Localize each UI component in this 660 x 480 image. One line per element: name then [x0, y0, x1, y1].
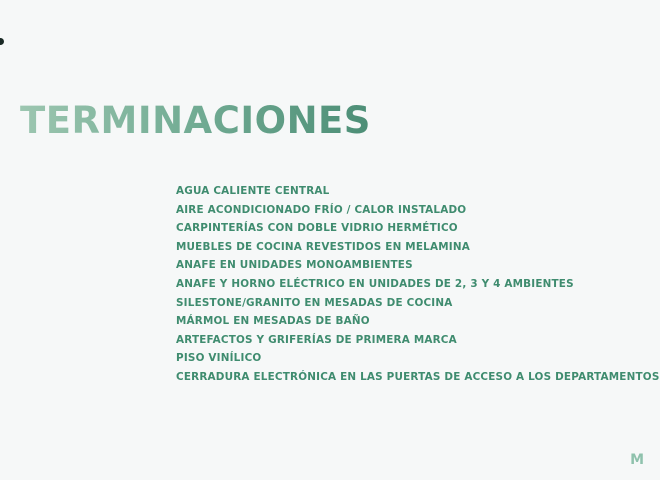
list-item: MÁRMOL EN MESADAS DE BAÑO [176, 315, 370, 328]
list-item: ANAFE Y HORNO ELÉCTRICO EN UNIDADES DE 2, 3 Y 4 AMBIENTES [176, 277, 574, 290]
list-item: PISO VINÍLICO [176, 352, 262, 365]
brand-logo: M [630, 452, 644, 468]
list-item: MUEBLES DE COCINA REVESTIDOS EN MELAMINA [176, 240, 470, 253]
list-item: AIRE ACONDICIONADO FRÍO / CALOR INSTALADO [176, 203, 467, 216]
list-item: CARPINTERÍAS CON DOBLE VIDRIO HERMÉTICO [176, 222, 458, 235]
list-item: SILESTONE/GRANITO EN MESADAS DE COCINA [176, 296, 453, 309]
list-item: CERRADURA ELECTRÓNICA EN LAS PUERTAS DE ACCESO A LOS DEPARTAMENTOS [176, 370, 660, 383]
list-item: AGUA CALIENTE CENTRAL [176, 185, 330, 197]
list-item: ANAFE EN UNIDADES MONOAMBIENTES [176, 259, 413, 272]
corner-dot [0, 38, 4, 45]
page-title: TERMINACIONES [20, 99, 371, 142]
features-list [176, 182, 660, 387]
list-item: ARTEFACTOS Y GRIFERÍAS DE PRIMERA MARCA [176, 333, 457, 346]
